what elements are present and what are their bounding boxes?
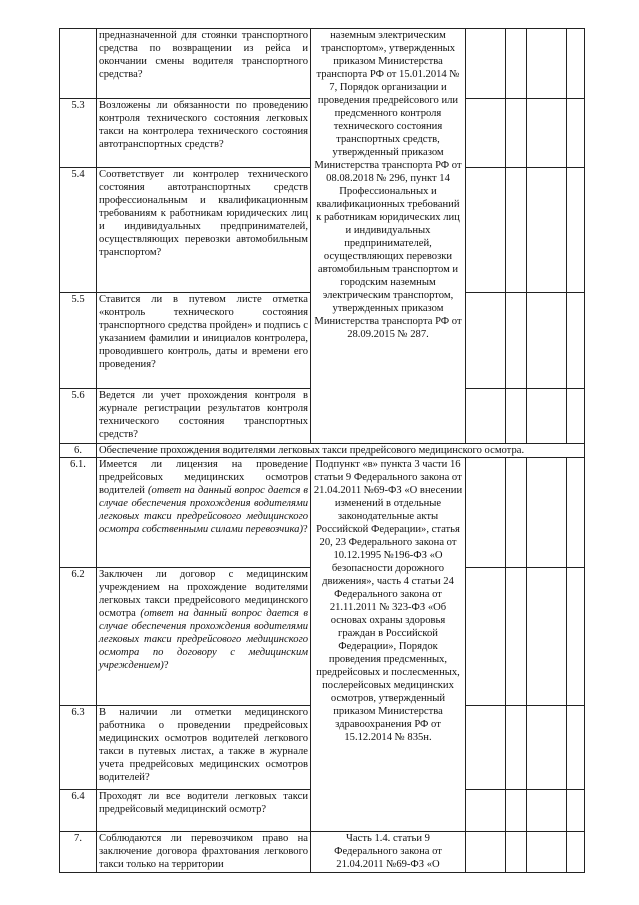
section-row (60, 444, 585, 458)
question-tail: ? (163, 660, 169, 671)
question-note: (ответ на данный вопрос дается в случае обеспечения прохождения водителями легковых такси предрейсового медицинского осмотра собственными силами перевозчика) (99, 485, 308, 535)
row-number (60, 29, 97, 99)
note-cell (567, 458, 585, 568)
note-cell (567, 168, 585, 293)
question-text (97, 458, 311, 568)
legal-reference: Подпункт «в» пункта 3 части 16 статьи 9 Федерального закона от 21.04.2011 №69-ФЗ «О внесении изменений в отдельные законодательные акты Российской Федерации», статья 20, 23 Федерального закона от 10.12.1995 №196-ФЗ «О безопасности дорожного движения», часть 4 статьи 24 Федерального закона от 21.11.2011 № 323-ФЗ «Об основах охраны здоровья граждан в Российской Федерации», Порядок проведения предсменных, предрейсовых и послесменных, послерейсовых медицинских осмотров, утвержденный приказом Министерства здравоохранения РФ от 15.12.2014 № 835н. (311, 458, 466, 832)
question-main: Имеется ли лицензия на проведение предрейсовых медицинских осмотров водителей (99, 459, 308, 496)
row-number: 6.1. (60, 458, 97, 568)
question-note: (ответ на данный вопрос дается в случае обеспечения прохождения водителями легковых такси предрейсового медицинского осмотра по договору с медицинским учреждением) (99, 608, 308, 671)
answer-na-cell (527, 29, 567, 99)
note-cell (567, 832, 585, 873)
note-cell (567, 293, 585, 389)
answer-yes-cell (466, 458, 506, 568)
question-main: Заключен ли договор с медицинским учреждением на прохождение водителями легковых такси предрейсового медицинского осмотра (99, 569, 308, 619)
answer-no-cell (506, 790, 527, 832)
row-number: 5.3 (60, 99, 97, 168)
answer-na-cell (527, 389, 567, 444)
answer-yes-cell (466, 293, 506, 389)
answer-no-cell (506, 29, 527, 99)
question-text: Соответствует ли контролер технического состояния автотранспортных средств профессиональным и квалификационным требованиям к работникам юридических лиц и индивидуальных предпринимателей, осуществляющих перевозки автомобильным транспортом? (97, 168, 311, 293)
section-number: 6. (60, 444, 97, 458)
answer-yes-cell (466, 29, 506, 99)
answer-no-cell (506, 168, 527, 293)
row-number: 6.2 (60, 568, 97, 706)
note-cell (567, 99, 585, 168)
answer-yes-cell (466, 568, 506, 706)
answer-na-cell (527, 832, 567, 873)
row-number: 7. (60, 832, 97, 873)
answer-yes-cell (466, 832, 506, 873)
row-number: 6.4 (60, 790, 97, 832)
answer-no-cell (506, 293, 527, 389)
answer-yes-cell (466, 389, 506, 444)
row-number: 6.3 (60, 706, 97, 790)
checklist-table (59, 28, 585, 873)
answer-no-cell (506, 458, 527, 568)
answer-no-cell (506, 99, 527, 168)
question-text: Ставится ли в путевом листе отметка «контроль технического состояния транспортного средства пройден» и подпись с указанием фамилии и инициалов контролера, проводившего контроль, даты и времени его проведения? (97, 293, 311, 389)
row-number: 5.6 (60, 389, 97, 444)
question-tail: ? (303, 524, 308, 535)
legal-reference: Часть 1.4. статьи 9 Федерального закона от 21.04.2011 №69-ФЗ «О (311, 832, 466, 873)
question-text: Соблюдаются ли перевозчиком право на заключение договора фрахтования легкового такси только на территории (97, 832, 311, 873)
note-cell (567, 790, 585, 832)
question-text: В наличии ли отметки медицинского работника о проведении предрейсовых медицинских осмотров водителей легкового такси в путевых листах, а также в журнале учета предрейсовых медицинских осмотров водителей? (97, 706, 311, 790)
answer-no-cell (506, 832, 527, 873)
row-number: 5.5 (60, 293, 97, 389)
table-row (60, 29, 585, 99)
table-row (60, 832, 585, 873)
answer-yes-cell (466, 99, 506, 168)
answer-no-cell (506, 568, 527, 706)
question-text (97, 568, 311, 706)
answer-na-cell (527, 293, 567, 389)
answer-yes-cell (466, 706, 506, 790)
legal-reference: наземным электрическим транспортом», утвержденных приказом Министерства транспорта РФ от 15.01.2014 № 7, Порядок организации и проведения предрейсового или предсменного контроля технического состояния транспортных средств, утвержденный приказом Министерства транспорта РФ от 08.08.2018 № 296, пункт 14 Профессиональных и квалификационных требований к работникам юридических лиц и индивидуальных предпринимателей, осуществляющих перевозки автомобильным транспортом и городским наземным электрическим транспортом, утвержденных приказом Министерства транспорта РФ от 28.09.2015 № 287. (311, 29, 466, 444)
answer-na-cell (527, 99, 567, 168)
answer-na-cell (527, 458, 567, 568)
question-text: Возложены ли обязанности по проведению контроля технического состояния легковых такси на контролера технического состояния автотранспортных средств? (97, 99, 311, 168)
answer-no-cell (506, 389, 527, 444)
note-cell (567, 29, 585, 99)
answer-yes-cell (466, 168, 506, 293)
answer-na-cell (527, 706, 567, 790)
note-cell (567, 389, 585, 444)
question-text: Ведется ли учет прохождения контроля в журнале регистрации результатов контроля технического состояния транспортных средств? (97, 389, 311, 444)
question-text: Проходят ли все водители легковых такси предрейсовый медицинский осмотр? (97, 790, 311, 832)
answer-yes-cell (466, 790, 506, 832)
note-cell (567, 706, 585, 790)
table-row (60, 458, 585, 568)
answer-no-cell (506, 706, 527, 790)
row-number: 5.4 (60, 168, 97, 293)
question-text: предназначенной для стоянки транспортного средства по возвращении из рейса и окончании смены водителя транспортного средства? (97, 29, 311, 99)
answer-na-cell (527, 568, 567, 706)
section-title: Обеспечение прохождения водителями легковых такси предрейсового медицинского осмотра. (97, 444, 585, 458)
answer-na-cell (527, 168, 567, 293)
note-cell (567, 568, 585, 706)
answer-na-cell (527, 790, 567, 832)
